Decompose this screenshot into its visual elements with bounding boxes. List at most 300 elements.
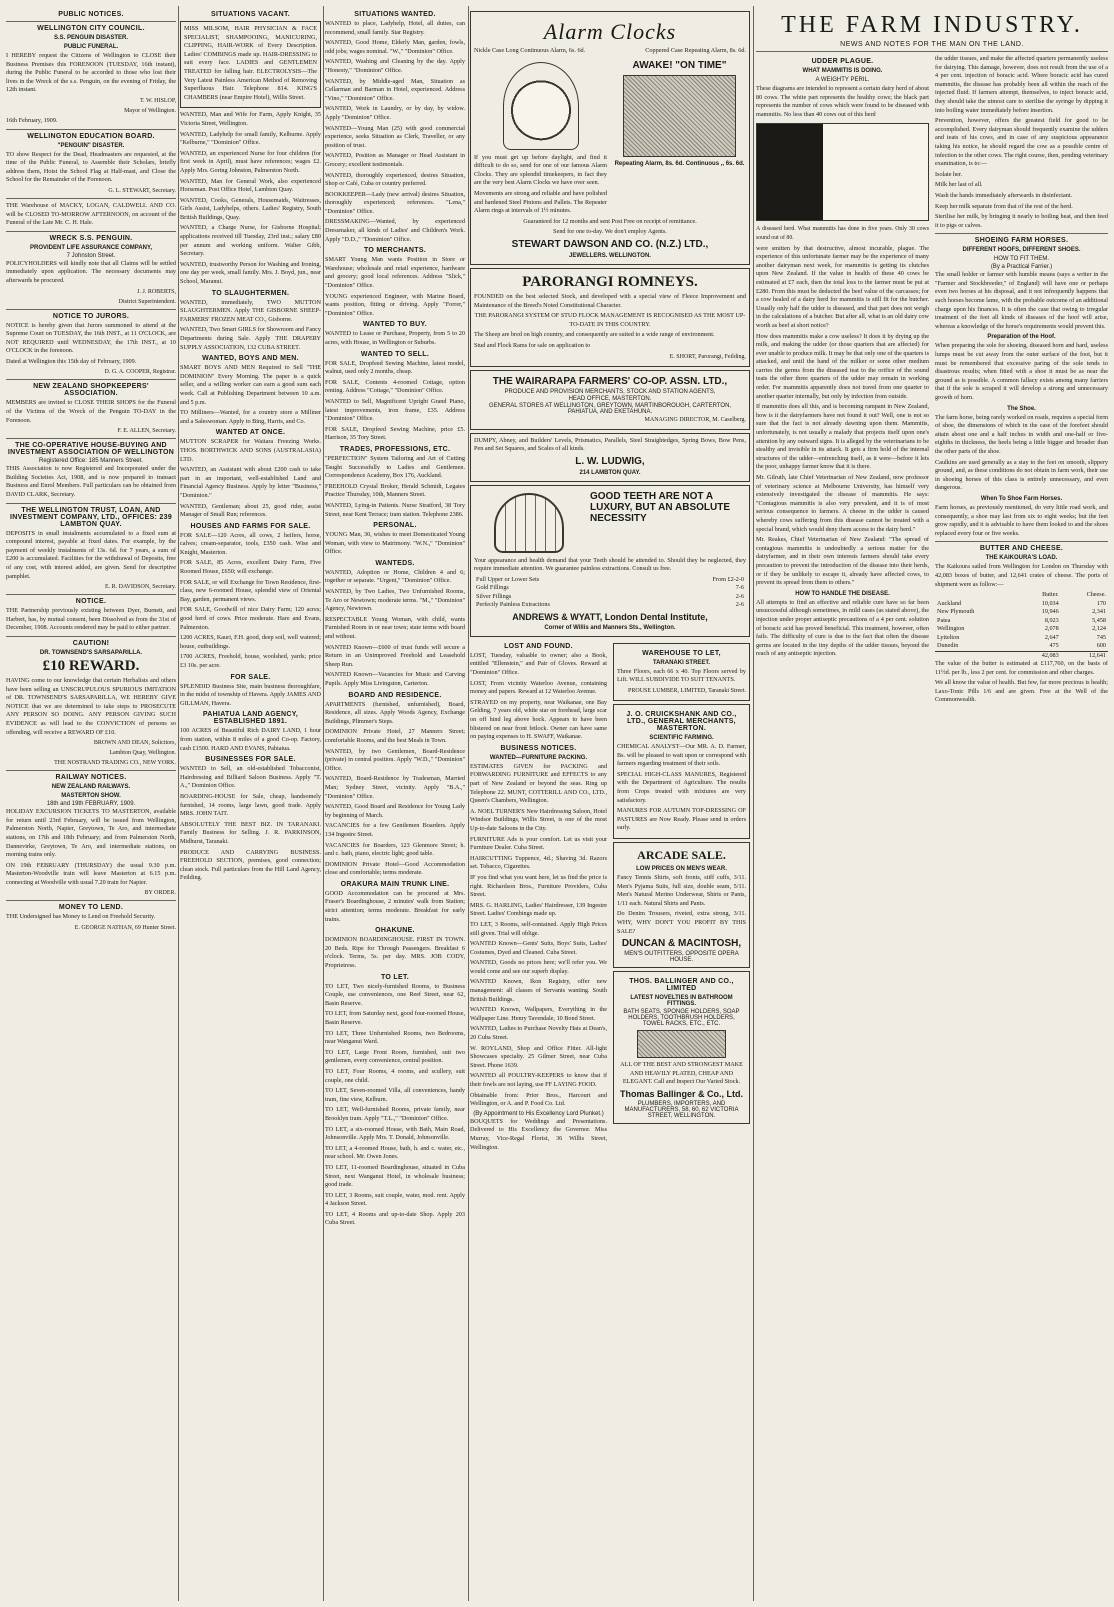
article-paragraph: All attempts to find an effective and reliable cure have so far been unsuccessful although sometimes, in mild cases (as stated above), the injection under proper antiseptic precautions of a 4 per cent. solution of boracic acid has proved beneficial. This treatment, however, often fails. The difficulty of cure is due to the fact that often the disease germs are located in the tiny depths of the udder tissues, beyond the reach of any antiseptic injection. — [756, 598, 929, 658]
notice-heading: THE WELLINGTON TRUST, LOAN, AND INVESTMENT COMPANY, LTD., OFFICES: 239 LAMBTON QUAY. — [9, 506, 173, 528]
advert-text: TO LET, from Saturday next, good four-roomed House, Basin Reserve. — [325, 1010, 465, 1026]
table-cell: 170 — [1096, 599, 1106, 607]
advert-text: The Sheep are bred on high country, and consequently are suited to a wide range of environment. — [474, 331, 715, 339]
notice-signature: D. G. A. COOPER, Registrar. — [104, 369, 176, 376]
advert-text: BATH SEATS, SPONGE HOLDERS, SOAP HOLDERS, TOOTHBRUSH HOLDERS, TOWEL RACKS, ETC., ETC. — [623, 1009, 740, 1028]
advert-text: WANTED to Sell, an old-established Tobacconist, Hairdressing and Billiard Saloon Business. Apply "T. A.," Dominion Office. — [180, 765, 321, 790]
article-paragraph: Prevention, however, offers the greatest field for good to be accomplished. Every dairyman should frequently examine the udders and teats of his cows, and in case of any suspicious appearance taking his notice, he should regard the cow as a possible centre of infection to the other cows. The right course, then, pending veterinary examination, is to:— — [935, 117, 1108, 168]
advert-text: Stud and Flock Rams for sale on application to — [474, 341, 591, 349]
advert-text: WANTED, Good Home, Elderly Man, garden, fowls, odd jobs; wages nominal. "W.," "Dominion" Office. — [325, 39, 465, 55]
article-subheading: WHAT MAMMITIS IS DOING. — [802, 68, 883, 74]
advert-text: WANTED to place, Ladyhelp, Hotel, all duties, can recommend, small family. Star Registry. — [325, 20, 465, 36]
subcolumn-merchants — [613, 640, 750, 1154]
price-row — [474, 584, 746, 593]
advert-title: Alarm Clocks — [543, 19, 677, 44]
article-paragraph: How does mammitis make a cow useless? It does it by drying up the milk, and making the udder (or those quarters that are affected) for ever unable to produce milk. It may be that only one of the quarters is attacked, and until the hand of the milker or some other medium carries the germs from the diseased teat to the orifice of the sound teats the other three quarters of the udder may remain in working order. For mammitis apparently does not travel from one quarter to another quarter internally, but only by infection from outside. — [756, 332, 929, 400]
advert-text: FOR SALE—120 Acres, all cows, 2 heifers, horse, calves; cream-separator, tools, £350 cash. Wise and Knight, Masterton. — [180, 531, 321, 556]
table-header-cell: Butter. — [1042, 591, 1059, 599]
divider — [6, 594, 176, 595]
column-rule — [323, 6, 324, 1601]
advert-text: YOUNG experienced Engineer, with Marine Board, wants position, fitting or driving. Apply "Forrer," "Dominion" Office. — [325, 292, 465, 317]
article-subheading: HOW TO HANDLE THE DISEASE. — [795, 590, 890, 597]
table-row — [935, 625, 1108, 634]
notice-body: THE Warehouse of MACKY, LOGAN, CALDWELL AND CO. will be CLOSED TO-MORROW AFTERNOON, on account of the Funeral of the Late Mr. C. H. Hale. — [6, 201, 176, 227]
advert-address: 214 LAMBTON QUAY. — [579, 469, 641, 476]
warehouse-advert — [613, 643, 750, 701]
table-cell: 2,124 — [1092, 625, 1106, 633]
price-item: Full Upper or Lower Sets — [476, 575, 540, 583]
advert-text: WANTED, by two Gentlemen, Board-Residence (private) in central position. Apply "W.D.," "Dominion" Office. — [325, 747, 465, 772]
section-heading: TO LET. — [380, 973, 410, 981]
column-rule — [468, 6, 469, 1601]
notice-heading: THE CO-OPERATIVE HOUSE-BUYING AND INVESTMENT ASSOCIATION OF WELLINGTON — [7, 442, 175, 457]
article-subheading: HOW TO FIT THEM. — [993, 256, 1050, 263]
column-public-notices — [6, 8, 176, 1601]
advert-text: WANTED, Ladies to Purchase Novelty Hats at Dean's, 20 Cuba Street. — [470, 1025, 607, 1042]
ludwig-advert — [470, 433, 750, 482]
advert-text: YOUNG Man, 30, wishes to meet Domesticated Young Woman, with view to Matrimony. "W.N.," "Dominion" Office. — [325, 531, 465, 556]
divider — [6, 21, 176, 22]
section-heading: WANTED TO BUY. — [363, 321, 427, 329]
advert-text: MISS MILSOM, HAIR PHYSICIAN & FACE SPECIALIST, SHAMPOOING, MANICURING, CLIPPING, HAIR-WORK of Every Description. Ladies' COMBINGS made up. HAIR-DRESSING to suit every face. LADIES and GENTLEMEN TREATED for falling hair. ELECTROLYSIS—The Very Latest Painless American Method of Removing Superfluous Hair. Telephone 814. KING'S CHAMBERS (near Empire Hotel), Willis Street. — [184, 25, 317, 101]
advert-text: WANTED, Goods no prices here; we'll refer you. We would come and see our superb display. — [470, 959, 607, 975]
price-value: 2-6 — [735, 601, 744, 609]
advert-text: SMART BOYS AND MEN Required to Sell "THE DOMINION" Every Morning. The paper is a quick seller, and a willing worker can earn a good sum each week. Call at Publishing Department between 10 a.m. and 5 p.m. — [180, 364, 321, 406]
notice-signature: G. L. STEWART, Secretary. — [108, 187, 176, 194]
article-paragraph: If mammitis does all this, and is becoming rampant in New Zealand, how is it the dairyfarmers have not found it out? Well, one is not so sure that the fact is not already dawning upon them. Mammitis, unfortunately, is not usually a malady that projects itself upon one's attention by any outward signs. It is alleged by the veterinarians to be stealthy and invisible in its attack. It gets a firm hold of the internal structures of the udder—entrenching itself, as it were—before it lets the poor, unhappy farmer know that it is there. — [756, 403, 929, 471]
advert-text: BOUQUETS for Weddings and Presentations. Delivered to His Excellency the Governor. Miss Murray, Vice-Regal Florist, 36 Willis Street, Wellington. — [470, 1117, 607, 1151]
advert-text: WANTED all POULTRY-KEEPERS to know that if their fowls are not laying, use FF LAYING FOOD. — [470, 1072, 607, 1088]
notice-signature: E. R. DAVIDSON, Secretary. — [105, 584, 176, 591]
advert-subheading: TARANAKI STREET. — [652, 659, 711, 666]
advert-text: WANTED, immediately, TWO MUTTON SLAUGHTERMEN. Apply THE GISBORNE SHEEP-FARMERS' FROZEN MEAT CO., Gisborne. — [180, 298, 321, 323]
advert-heading: ORAKURA MAIN TRUNK LINE. — [340, 880, 450, 888]
notice-date: 16th February, 1909. — [6, 116, 58, 124]
notice-body: NOTICE is hereby given that Jurors summoned to attend at the Supreme Court on TUESDAY, the 16th INST., at 11 O'CLOCK, are NOT REQUIRED until WEDNESDAY, the 17th INST., at 10 O'CLOCK in the forenoon. — [6, 321, 176, 355]
section-heading: PERSONAL. — [373, 522, 417, 530]
advert-text: GOOD Accommodation can be procured at Mrs. Fraser's Boardinghouse, 2 minutes' walk from Station; strict attention; terms moderate. Breakfast for early trains. — [325, 889, 465, 923]
advert-heading: WANTED—FURNITURE PACKING. — [489, 754, 588, 761]
article-paragraph: The value of the butter is estimated at £117,760, on the basis of 11½d. per lb., less 2 per cent. for commission and other charges. — [935, 660, 1108, 676]
subcolumn-lost-found — [470, 640, 607, 1154]
advert-text: DRESSMAKING—Wanted, by experienced Dressmaker, all kinds of Ladies' and Children's Work. Apply "D.D.," "Dominion" Office. — [325, 218, 465, 243]
table-cell: 745 — [1096, 633, 1106, 641]
advert-text: Fancy Tennis Shirts, soft fronts, stiff cuffs, 3/11. Men's Pyjama Suits, full size, double seam, 5/11. Men's Natural Merino Underwear, Shirts or Pants, 1/11 each. Natural Shirts and Pants. — [617, 874, 746, 907]
advert-text: WANTED, an Assistant with about £200 cash to take part in an important, well-established Land and Financial Agency Business. Apply by letter "Business," "Dominion." — [180, 466, 321, 499]
price-item: Gold Fillings — [476, 584, 509, 592]
table-cell: 8,923 — [1044, 616, 1059, 624]
divider — [6, 438, 176, 439]
notice-signature: J. J. ROBERTS, — [137, 288, 176, 295]
section-heading: MONEY TO LEND. — [58, 904, 124, 912]
advert-text: WANTED, by Middle-aged Man, Situation as Cellarman and Barman in Hotel, experienced. Address "Vino," "Dominion" Office. — [325, 77, 465, 102]
divider — [6, 198, 176, 199]
divider — [6, 129, 176, 130]
table-cell: New Plymouth — [937, 608, 975, 616]
advert-text: SPECIAL HIGH-CLASS MANURES, Registered with the Department of Agriculture. The results from Crops treated with mixtures are very satisfactory. — [617, 770, 746, 804]
table-cell: Auckland — [937, 599, 962, 607]
table-row — [935, 600, 1108, 609]
advert-text: Nickle Case Long Continuous Alarm, 6s. 6d. — [474, 47, 586, 54]
advert-text: Your appearance and health demand that your Teeth should be attended to. Should they be neglected, they require immediate attention. We guarantee painless extractions. Consult us free. — [474, 556, 746, 573]
advert-text: ESTIMATES GIVEN for PACKING and FORWARDING FURNITURE and EFFECTS to any part of New Zealand or beyond the seas. Ring up Telephone 22. MUNT, COTTERILL AND CO., LTD., Queen's Chambers, Wellington. — [470, 762, 607, 805]
advert-heading: TO MERCHANTS. — [363, 247, 427, 255]
advert-text: FOR SALE, Contents 4-roomed Cottage, option renting. Address "Cottage," "Dominion" Office. — [325, 378, 465, 395]
notice-subheading: PUBLIC FUNERAL. — [63, 44, 119, 50]
diagram-caption: A diseased herd. What mammitis has done in five years. Only 30 cows sound out of 80. — [756, 226, 929, 241]
advert-text: 1700 ACRES, Freehold, house, woolshed, yards; price £3 10s. per acre. — [180, 653, 321, 669]
divider — [6, 309, 176, 310]
table-cell: Wellington — [937, 625, 965, 633]
table-row — [935, 642, 1108, 651]
section-heading: WANTEDS. — [375, 559, 415, 567]
article-subheading: A WEIGHTY PERIL. — [815, 77, 870, 83]
advert-heading: TO SLAUGHTERMEN. — [211, 289, 290, 297]
advert-text: ALL OF THE BEST AND STRONGEST MAKE AND HEAVILY PLATED, CHEAP AND ELEGANT. Call and Inspect Our Varied Stock. — [620, 1061, 743, 1086]
advert-title: PARORANGI ROMNEYS. — [522, 273, 698, 290]
ballinger-advert — [613, 971, 750, 1124]
advert-text: Coppered Case Repeating Alarm, 8s. 6d. — [645, 47, 746, 54]
article-heading: BUTTER AND CHEESE. — [979, 545, 1064, 553]
divider — [935, 233, 1108, 234]
advert-text: MANURES FOR AUTUMN TOP-DRESSING OF PASTURES are Now Ready. Please send in orders early. — [617, 807, 746, 832]
advert-heading: WAREHOUSE TO LET, — [642, 649, 721, 657]
table-cell — [935, 651, 1018, 660]
cruickshank-advert — [613, 704, 750, 839]
advert-heading: ARCADE SALE. — [637, 848, 726, 862]
notice-body: MEMBERS are invited to CLOSE THEIR SHOPS for the Funeral of the Victims of the Wreck of the Penguin TO-DAY in the Forenoon. — [6, 399, 176, 424]
advert-text: HAIRCUTTING Tuppence, 4d.; Shaving 3d. Razors set. Tobacco, Cigarettes. — [470, 854, 607, 871]
table-cell: 2,078 — [1044, 625, 1059, 633]
article-paragraph: The farm horse, being rarely worked on roads, requires a special form of shoe, the dimensions of which in the case of the forefeet should attain about one and a half inches in width and one-half or five-eighths in thickness, the heels being a little bigger and broader than the other parts of the shoe. — [935, 413, 1108, 455]
farmers-coop-advert — [470, 370, 750, 430]
notice-signature: F. E. ALLEN, Secretary. — [117, 428, 176, 435]
table-row — [935, 617, 1108, 626]
advert-headline: GOOD TEETH ARE NOT A LUXURY, BUT AN ABSOLUTE NECESSITY — [590, 490, 730, 524]
advert-heading: PAHIATUA LAND AGENCY, ESTABLISHED 1891. — [202, 711, 299, 726]
article-paragraph: The small holder or farmer with humble means (says a writer in the "Farmer and Stockbreeder," of England) will have one or perhaps even two horses at his disposal, and it not infrequently happens that such horses become lame, with the probable outcome of an additional charge upon his finances. It is often the case that owing to irregular treatment of the feet all kinds of diseases of the hoof will arise, whereas a knowledge of the horse's requirements would prevent this. — [935, 271, 1108, 330]
notice-body: TO show Respect for the Dead, Headmasters are requested, at the time of the Public Funeral, to Assemble their Scholars, briefly address them, Hoist the School Flag at Half-mast, and Close the School for the Remainder of the Forenoon. — [6, 150, 176, 184]
dentures-illustration — [494, 493, 564, 553]
advert-text: WANTED, by Two Ladies, Two Unfurnished Rooms, Te Aro or Newtown; moderate terms. "M.," "Dominion" Agency, Newtown. — [325, 588, 465, 613]
table-row — [935, 634, 1108, 643]
warrant-line: (By Appointment to His Excellency Lord Plunket.) — [473, 1110, 604, 1117]
advert-text: TO LET, 4 Rooms and up-to-date Shop. Apply 203 Cuba Street. — [325, 1210, 465, 1227]
advert-text: CHEMICAL ANALYST—Our MR. A. D. Farmer, Bs. will be pleased to wait upon or correspond with farmers regarding treatment of their soils. — [617, 743, 746, 768]
article-subheading: DIFFERENT HOOFS, DIFFERENT SHOES. — [962, 247, 1081, 254]
advert-heading: OHAKUNE. — [375, 927, 415, 935]
section-heading: PUBLIC NOTICES. — [58, 11, 124, 18]
advert-text: APARTMENTS (furnished, unfurnished), Board, Residence, all sizes. Apply Woods Agency, Exchange Buildings, Plimmer's Steps. — [325, 700, 465, 725]
notice-heading: WELLINGTON EDUCATION BOARD. — [27, 132, 155, 140]
advert-text: LOST, From vicinity Waterloo Avenue, containing money and papers. Reward at 12 Waterloo Avenue. — [470, 679, 607, 696]
table-header-row — [935, 591, 1108, 600]
notice-subheading: DR. TOWNSEND'S SARSAPARILLA. — [39, 649, 143, 656]
table-row — [935, 608, 1108, 617]
advert-signature: PROUSE LUMBER, LIMITED, Taranaki Street. — [628, 688, 746, 695]
advert-text: TO LET, 3 Rooms, suit couple, water, mod. rent. Apply 4 Jackson Street. — [325, 1191, 465, 1208]
advert-text: TO LET, a 4-roomed House, bath, h. and c. water, etc., near school. Mr. Owen Jones. — [325, 1144, 465, 1161]
advert-text: RESPECTABLE Young Woman, with child, wants Furnished Room in or near town; state terms with board and without. — [325, 615, 465, 641]
advert-text: MUTTON SCRAPER for Waitara Freezing Works. THOS. BORTHWICK AND SONS (AUSTRALASIA) LTD. — [180, 438, 321, 463]
article-paragraph: Mr. Reakes, Chief Veterinarian of New Zealand: "The spread of contagious mammitis is undoubtedly a serious matter for the dairyfarmer, and in their own interests farmers should take every precaution to prevent the introduction of the disease into their herds, or if they be unlikely to escape it, already have affected cows, to prevent its spread from them to others." — [756, 536, 929, 587]
advert-text: DOMINION BOARDINGHOUSE. FIRST IN TOWN. 20 Beds. Ripe for Through Passengers. Breakfast 6 o'clock. Terms, 5s. per day. MRS. JOB CODY, Proprietress. — [325, 936, 465, 970]
price-value: 2-6 — [735, 592, 744, 600]
section-heading: BOARD AND RESIDENCE. — [348, 691, 442, 699]
advert-text: TO Milliners—Wanted, for a country store a Milliner and a Saleswoman. Apply to Bing, Harris, and Co. — [180, 409, 321, 425]
notice-subheading: MASTERTON SHOW. — [61, 793, 121, 800]
column-rule — [178, 6, 179, 1601]
advert-text: ABSOLUTELY THE BEST BIZ. IN TARANAKI. Family Business for Selling. J. R. PARKINSON, Midhurst, Taranaki. — [180, 820, 321, 845]
bath-illustration — [637, 1030, 726, 1058]
article-paragraph: When preparing the sole for shoeing, diseased horn and hard, useless lumps must be cut away from the outer surface of the foot, but it must be remembered that excessive paring of the sole tends to disastrous results; when fitted with a shoe it must be as near the ground as is possible. A common fallacy exists among many farriers that if the sole is scraped it will develop a strong and unnecessary growth of horn. — [935, 342, 1108, 401]
advert-text: LOST, Tuesday, valuable to owner; also a Book, entitled "Ellenstein," and Pair of Gloves. Reward at "Dominion" Office. — [470, 651, 607, 677]
advert-text: VACANCIES for a few Gentlemen Boarders. Apply 134 Ingestre Street. — [325, 822, 465, 838]
dental-advert — [470, 485, 750, 637]
table-cell: 19,946 — [1041, 608, 1059, 616]
table-cell: Dunedin — [937, 642, 959, 650]
table-cell: 10,034 — [1041, 599, 1059, 607]
advert-text: PRODUCE AND CARRYING BUSINESS. FREEHOLD SECTION, premises, good connection; clean stock. Full particulars from the Hill Land Agency, Feilding. — [180, 848, 321, 882]
reward-amount: £10 REWARD. — [42, 657, 140, 674]
advert-text: BOARDING-HOUSE for Sale, cheap, handsomely furnished, 14 rooms, large lawn, good trade. Apply MRS. JOHN TAIT. — [180, 792, 321, 818]
advert-text: WANTED to Lease or Purchase, Property, from 5 to 20 acres, with House, in Wellington or Suburbs. — [325, 330, 465, 346]
price-row — [474, 601, 746, 610]
advert-subheading: LOW PRICES ON MEN'S WEAR. — [636, 866, 727, 872]
divider — [6, 379, 176, 380]
article-paragraph: Mr. Gilruth, late Chief Veterinarian of New Zealand, now professor of veterinary science at Melbourne University, has himself very extensively investigated the disease of mammitis. He says: "Contagious mammitis is also very prevalent, and it is of most serious consequence to farmers. A cheese in the udder is caused whereby cows suffering from this disease cannot be treated with a special brand, which would deny them access to the dairy herd." — [756, 474, 929, 533]
article-paragraph: The Kaikoura sailed from Wellington for London on Thursday with 42,083 boxes of butter, and 12,641 crates of cheese. The ports of shipment were as follow:— — [935, 563, 1108, 588]
divider — [6, 503, 176, 504]
advert-text: FREEHOLD Crystal Broker, Herald Schmidt, Legates Practice Thursday, 10th, Manners Street. — [325, 482, 465, 499]
advert-text: TO LET, Two nicely-furnished Rooms, to Business Couple, use conveniences, one Reef Street, near 62, Basin Reserve. — [325, 982, 465, 1007]
article-heading: SHOEING FARM HORSES. — [974, 237, 1069, 245]
article-subheading: Preparation of the Hoof. — [987, 334, 1056, 341]
page-title: THE FARM INDUSTRY. — [781, 12, 1083, 38]
notice-heading: NEW ZEALAND SHOPKEEPERS' ASSOCIATION. — [33, 383, 149, 398]
notice-signature: Mayor of Wellington. — [124, 107, 176, 114]
price-value: From £2-2-0 — [712, 575, 744, 583]
section-heading: SITUATIONS VACANT. — [210, 11, 291, 18]
advert-text: FOR SALE, Goodwill of nice Dairy Farm; 120 acres; good herd of cows. Price moderate. Hare and Evans, Palmerston. — [180, 606, 321, 631]
advert-text: WANTED, Board-Residence by Tradesman, Married Man; Sydney Street, vicinity. Apply "B.A.," "Dominion" Office. — [325, 775, 465, 800]
advert-text: MRS. G. HARLING, Ladies' Hairdresser, 139 Ingestre Street. Ladies' Combings made up. — [470, 901, 607, 918]
notice-body: THIS Association is now Registered and Incorporated under the Building Societies Act, 1908, and is now prepared to transact Business and Enrol Members. Full particulars can be obtained from DAVID CLARK, Secretary. — [6, 465, 176, 499]
advert-text: If you must get up before daylight, and find it difficult to do so, send for one of our famous Alarm Clocks. They are splendid timekeepers, in fact they are the very best Alarm Clocks we have over seen. — [474, 153, 607, 187]
diseased-herd-diagram — [756, 123, 929, 221]
advert-heading: J. O. CRUICKSHANK AND CO., LTD., GENERAL MERCHANTS, MASTERTON. — [626, 711, 737, 733]
divider — [6, 636, 176, 637]
advert-text: FOR SALE, Dropfeed Sewing Machine, latest model, walnut, used only 2 months, cheap. — [325, 359, 465, 376]
advert-text: WANTED, Adoption or Home, Children 4 and 6; together or separate. "Urgent," "Dominion" Office. — [325, 568, 465, 585]
section-heading: BUSINESS NOTICES. — [500, 744, 577, 752]
advert-text: WANTED, an experienced Nurse for four children (for first week in April), must have references; wages £2. Apply Mrs. Goring Johnston, Palmerston North. — [180, 149, 321, 174]
advert-text: DOMINION Private Hotel—Good Accommodation close and comfortable; terms moderate. — [325, 860, 465, 877]
article-list-item: Wash the hands immediately afterwards in disinfectant. — [935, 191, 1073, 199]
column-display-ads — [470, 8, 750, 1601]
advert-text: WANTED, Man and Wife for Farm, Apply Knight, 35 Victoria Street, Wellington. — [180, 111, 321, 127]
notice-body: THE Undersigned has Money to Lend on Freehold Security. — [6, 913, 156, 921]
advert-text: WANTED, Washing and Cleaning by the day. Apply "Honesty," "Dominion" Office. — [325, 58, 465, 74]
advert-text: WANTED, Man for General Work, also experienced Horseman. Post Office Hotel, Lambton Quay. — [180, 177, 321, 194]
price-row — [474, 576, 746, 585]
advert-text: WANTED, Cooks, Generals, Housemaids, Waitresses, Girls Assist, Ladyhelps, others. Ladies' Registry, South British Buildings, Quay. — [180, 196, 321, 221]
notice-signature: BY ORDER. — [144, 890, 176, 897]
notice-heading: WELLINGTON CITY COUNCIL. — [37, 25, 145, 32]
notice-heading: NOTICE TO JURORS. — [52, 312, 130, 320]
column-situations-wanted — [325, 8, 465, 1601]
advert-text: WANTED—Young Man (25) with good commercial experience, seeks Situation as Clerk, Traveller, or any position of trust. — [325, 124, 465, 149]
article-heading: UDDER PLAGUE. — [811, 58, 874, 65]
advert-text: WANTED, Ladyhelp for small family, Kelburne. Apply "Kelburne," "Dominion" Office. — [180, 130, 321, 147]
article-paragraph: We all know the value of health. But few, far more precious is health; Laxo-Tonic Pills 1/6 and are given. Free at the Well of the Commonwealth. — [935, 679, 1108, 704]
advert-text: 1200 ACRES, Kauri, F.H. good, deep soil, well watered; house, outbuildings. — [180, 634, 321, 650]
advert-heading: FOR SALE. — [230, 673, 271, 681]
page-subtitle: NEWS AND NOTES FOR THE MAN ON THE LAND. — [840, 41, 1024, 48]
section-heading: WANTED TO SELL. — [360, 350, 430, 358]
man-in-nightshirt-illustration — [623, 75, 736, 157]
advert-text: WANTED Known—Vacancies for Music and Carving Pupils. Apply Miss Livingston, Carterton. — [325, 671, 465, 687]
table-total-row — [935, 651, 1108, 660]
advert-text: TO LET, Four Rooms, 4 rooms, and scullery, suit couple, one child. — [325, 1067, 465, 1084]
notice-heading: NOTICE. — [75, 598, 107, 606]
advert-text: Obtainable from: Prior Bros., Harcourt and Wellington, or A. and P. Food Co. Ltd. — [470, 1091, 607, 1108]
advert-heading: THOS. BALLINGER AND CO., LIMITED — [629, 978, 734, 993]
notice-signature: BROWN AND DEAN, Solicitors, — [93, 740, 176, 747]
advert-text: Three Floors, each 66 x 40. Top Floors served by Lift. WILL SUBDIVIDE TO SUIT TENANTS. — [617, 667, 746, 684]
section-heading: BUSINESSES FOR SALE. — [205, 756, 296, 764]
advert-text: WANTED Known, Wallpapers, Everything in the Wallpaper Line. Henry Tavendale, 10 Bond Street. — [470, 1006, 607, 1022]
column-situations-vacant — [180, 8, 321, 1601]
advert-text: Send for one to-day. We don't employ Agents. — [553, 228, 667, 236]
advert-text: TO LET, Well-furnished Rooms, private family, near Brooklyn tram. Apply "T.L.," "Dominion" Office. — [325, 1106, 465, 1122]
advert-address: MEN'S OUTFITTERS, OPPOSITE OPERA HOUSE. — [624, 951, 739, 964]
table-cell: 12,641 — [1088, 651, 1106, 659]
notice-body: HOLIDAY EXCURSION TICKETS TO MASTERTON, available for return until 23rd February, will be issued from Wellington, Palmerston North, Napier, Greytown, Te Aro, and intermediate stations, on 17th and 18th February; and from Palmerston North, Dannevirke, Greytown, Te Aro, and intermediate stations, on morning trains only. — [6, 808, 176, 859]
romneys-advert — [470, 268, 750, 367]
advert-box — [180, 21, 321, 108]
advert-text: VACANCIES for Boarders, 123 Glenmore Street; h. and c. bath, piano, electric light; good table. — [325, 841, 465, 858]
advert-text: DUMPY, Abney, and Builders' Levels, Prismatics, Parallels, Steel Straightedges, Spring Bows, Bow Pens, Pen and Set Squares, and Scales of all kinds. — [474, 436, 746, 453]
article-paragraph: the udder tissues, and make the affected quarters permanently useless for dairying. This damage, however, does not result from the use of a 4 per cent. injection of boracic acid. Where boracic acid has cured mammitis, the disease has probably been all within the reach of the injected fluid. If farmers attempt, themselves, to inject boracic acid, they should take the utmost care to sterilise the syringe by dipping it into boiling water immediately before insertion. — [935, 55, 1108, 114]
advert-price: Repeating Alarm, 8s. 6d. Continuous ,, 6s. 6d. — [614, 160, 745, 167]
notice-body: HAVING come to our knowledge that certain Herbalists and others have been selling an UNSCRUPULOUS SPURIOUS IMITATION of DR. TOWNSEND'S SARSAPARILLA, WE HEREBY GIVE NOTICE that we are determined to take steps to PROSECUTE ANY PERSON SO DOING. ANY PERSON GIVING SUCH EVIDENCE as will lead to the CONVICTION of persons so offending, will receive a REWARD OF £10. — [6, 676, 176, 736]
notice-subheading: "PENGUIN" DISASTER. — [57, 142, 125, 149]
notice-subheading: PROVIDENT LIFE ASSURANCE COMPANY, — [29, 244, 152, 251]
advert-text: TO LET, a six-roomed House, with Bath, Main Road, Johnsonville. Apply Mrs. T. Donald, Johnsonville. — [325, 1125, 465, 1142]
article-subheading: When To Shoe Farm Horses. — [980, 495, 1063, 502]
price-item: Perfectly Painless Extractions — [476, 601, 550, 609]
advert-text: DOMINION Private Hotel, 27 Manners Street; comfortable Rooms, and the best Meals in Town. — [325, 728, 465, 744]
advert-text: WANTED, Work in Laundry, or by day, by widow. Apply "Dominion" Office. — [325, 105, 465, 121]
table-cell: Patea — [937, 616, 951, 624]
advert-text: TO LET, Seven-roomed Villa, all conveniences, handy tram, fine view, Kelburn. — [325, 1087, 465, 1103]
article-list-item: Keep her milk separate from that of the rest of the herd. — [935, 202, 1073, 210]
advert-text: WANTED, Gentleman; about 25, good rider, assist Manager of Small Run; references. — [180, 502, 321, 519]
table-cell: Lyttelton — [937, 633, 960, 641]
advert-text: STRAYED on my property, near Waikanae, one Bay Gelding, 7 years old, white star on forehead, large scar on off hind leg above hock. Appears to have been blistered on near front fetlock. Owner can have same on paying expenses to H. SWAFF, Waikanae. — [470, 698, 607, 741]
table-header-cell — [935, 591, 1018, 600]
notice-body: DEPOSITS in small instalments accumulated to a fixed sum at compound interest, payable at fixed dates. For example, by the payment of weekly instalments of 13s. 6d. for 7 years, a sum of £200 is accumulated. Facilities for the withdrawal of Deposits, free of any cost, with interest added, are given. Send for descriptive pamphlet. — [6, 529, 176, 580]
table-cell: 5,458 — [1092, 616, 1106, 624]
advert-firm: L. W. LUDWIG, — [575, 455, 645, 467]
price-value: 7-6 — [735, 584, 744, 592]
advert-text: Do Denim Trousers, riveted, extra strong, 3/11. WHY, WHY DON'T YOU PROFIT BY THIS SALE? — [617, 910, 746, 935]
notice-signature: District Superintendent. — [118, 298, 176, 305]
notice-address: Registered Office: 185 Manners Street. — [39, 458, 143, 465]
column-rule — [753, 6, 754, 1601]
advert-address: PLUMBERS, IMPORTERS, AND MANUFACTURERS, 58, 60, 62 VICTORIA STREET, WELLINGTON. — [624, 1100, 739, 1119]
section-heading: HOUSES AND FARMS FOR SALE. — [190, 522, 311, 530]
price-item: Silver Fillings — [476, 592, 512, 600]
advert-text: WANTED, Position as Manager or Head Assistant in Grocery; excellent testimonials. — [325, 152, 465, 168]
notice-date: 18th and 19th FEBRUARY, 1909. — [46, 801, 136, 808]
advert-text: TO LET, 3 Rooms, self-contained. Apply High Prices still given. Trial will oblige. — [470, 920, 607, 937]
price-list — [474, 576, 746, 610]
advert-firm: ANDREWS & WYATT, London Dental Institute, — [512, 611, 708, 622]
advert-title: THE WAIRARAPA FARMERS' CO-OP. ASSN. LTD., — [492, 375, 728, 387]
advert-text: WANTED to Sell, Magnificent Upright Grand Piano, latest improvements, iron frame, £35. Address "Dominion" Office. — [325, 397, 465, 423]
price-row — [474, 593, 746, 602]
notice-address: 7 Johnston Street. — [66, 252, 116, 259]
alarm-clocks-advert — [470, 11, 750, 265]
advert-subheading: LATEST NOVELTIES IN BATHROOM FITTINGS. — [630, 995, 733, 1008]
notice-subheading: S.S. PENGUIN DISASTER. — [53, 35, 128, 41]
notice-body: POLICYHOLDERS will kindly note that all Claims will be settled immediately upon application. The necessary documents may afterwards be procured. — [6, 259, 176, 284]
notice-body: ON 19th FEBRUARY (THURSDAY) the usual 9.30 p.m. Masterton-Woodville train will leave Masterton at 6.15 p.m. connecting at Woodville with usual 7.20 train for Napier. — [6, 861, 176, 886]
advert-text: WANTED, trustworthy Person for Washing and Ironing, one day per week, small family. Mrs. J. Boyd, jun., near School, Maranui. — [180, 260, 321, 286]
notice-signature: THE NOSTRAND TRADING CO., NEW YORK. — [54, 760, 176, 767]
article-paragraph: These diagrams are intended to represent a certain dairy herd of about 80 cows. The white part represents the healthy cows; the black part represents the number of cows which were found to be diseased with mammitis. No less than 40 cows out of this herd — [756, 85, 930, 118]
divider — [6, 770, 176, 771]
advert-text: IF you find what you want here, let us find the price is right. Richardson Bros., Furniture Providers, Cuba Street. — [470, 873, 607, 899]
advert-text: FOR SALE, 85 Acres, excellent Dairy Farm, Five Roomed House, £650; will exchange. — [180, 559, 321, 576]
advert-subheading: SCIENTIFIC FARMING. — [649, 735, 714, 742]
advert-address: Corner of Willis and Manners Sts., Wellington. — [544, 624, 676, 631]
divider — [6, 900, 176, 901]
advert-text: WANTED, Lying-in Patients. Nurse Stratford, 38 Tory Street, near Kent Terrace; tram station. Telephone 2386. — [325, 501, 465, 518]
advert-heading: WANTED, BOYS AND MEN. — [202, 355, 299, 363]
advert-text: BOOKKEEPER—Lady (new arrival) desires Situation, thoroughly experienced; references. "Lena," "Dominion" Office. — [325, 190, 465, 215]
article-subheading: THE KAIKOURA'S LOAD. — [985, 555, 1058, 562]
advert-text: THE PARORANGI SYSTEM OF STUD FLOCK MANAGEMENT IS RECOGNISED AS THE MOST UP-TO-DATE IN THIS COUNTRY. — [474, 312, 746, 328]
advert-text: FURNITURE Ads is your comfort. Let us visit your Furniture Dealer. Cuba Street. — [470, 835, 607, 852]
table-cell: 2,647 — [1044, 633, 1059, 641]
advert-text: HEAD OFFICE, MASTERTON. — [568, 395, 652, 402]
advert-text: SMART Young Man wants Position in Store or Warehouse; wholesale and retail experience, hardware and grocery; good local references. Address "Slick," "Dominion" Office. — [325, 256, 465, 290]
divider — [756, 51, 1108, 52]
advert-text: 100 ACRES of Beautiful Rich DAIRY LAND, 1 hour from station, within 8 miles of a good Co-op. Factory, cash £1500. HARD AND EVANS, Pahiatua. — [180, 727, 321, 752]
notice-signature: T. W. HISLOP, — [139, 97, 176, 104]
article-paragraph: were smitten by that destructive, almost incurable, plague. The experience of this unfortunate farmer may be the experience of many another dairyman next week, for mammitis is getting its clutches upon New Zealand. If the value in health of these 40 cows be estimated at £7 each, then the total loss to the farmer must be put at £280. From this must be deducted the beef value of the carcasses; for a cow healed of a dairy herd for mammitis is still fit for the butcher. Usually only half the udder is diseased, and that part does not weigh in the calculations of a butcher. But after all, what is an old dairy cow worth as beef at short notice? — [756, 244, 929, 329]
advert-text: WANTED Known—Gents' Suits, Boys' Suits, Ladies' Costumes, Dyed and Cleaned. Cuba Street. — [470, 940, 607, 956]
shipment-table — [935, 591, 1108, 660]
advert-text: WANTED Known, Ikon Registry, offer new management: all classes of Servants wanting. South British Buildings. — [470, 978, 607, 1003]
notice-date: Dated at Wellington this 15th day of February, 1909. — [6, 357, 137, 365]
article-list-item: Milk her last of all. — [935, 181, 983, 189]
notice-signature: Lambton Quay, Wellington. — [109, 750, 176, 757]
article-list-item: Isolate her. — [935, 170, 963, 178]
advert-firm: STEWART DAWSON AND CO. (N.Z.) LTD., — [511, 238, 709, 250]
divider — [6, 231, 176, 232]
article-byline: (By a Practical Farrier.) — [990, 264, 1053, 271]
advert-text: SPLENDID Business Site, main business thoroughfare, in the midst of township of Havera. Apply JAMES AND GILLMAN, Havera. — [180, 682, 321, 707]
advert-text: PRODUCE AND PROVISION MERCHANTS, STOCK AND STATION AGENTS, — [504, 388, 716, 395]
section-heading: LOST AND FOUND. — [504, 642, 573, 650]
table-cell: 475 — [1049, 642, 1059, 650]
advert-signature: MANAGING DIRECTOR, M. Caselberg. — [644, 416, 746, 423]
advert-text: WANTED, a Charge Nurse, for Gisborne Hospital; applications received till Tuesday, 23rd inst.; salary £80 per annum and working uniform. Walter Gibb, Secretary. — [180, 224, 321, 258]
